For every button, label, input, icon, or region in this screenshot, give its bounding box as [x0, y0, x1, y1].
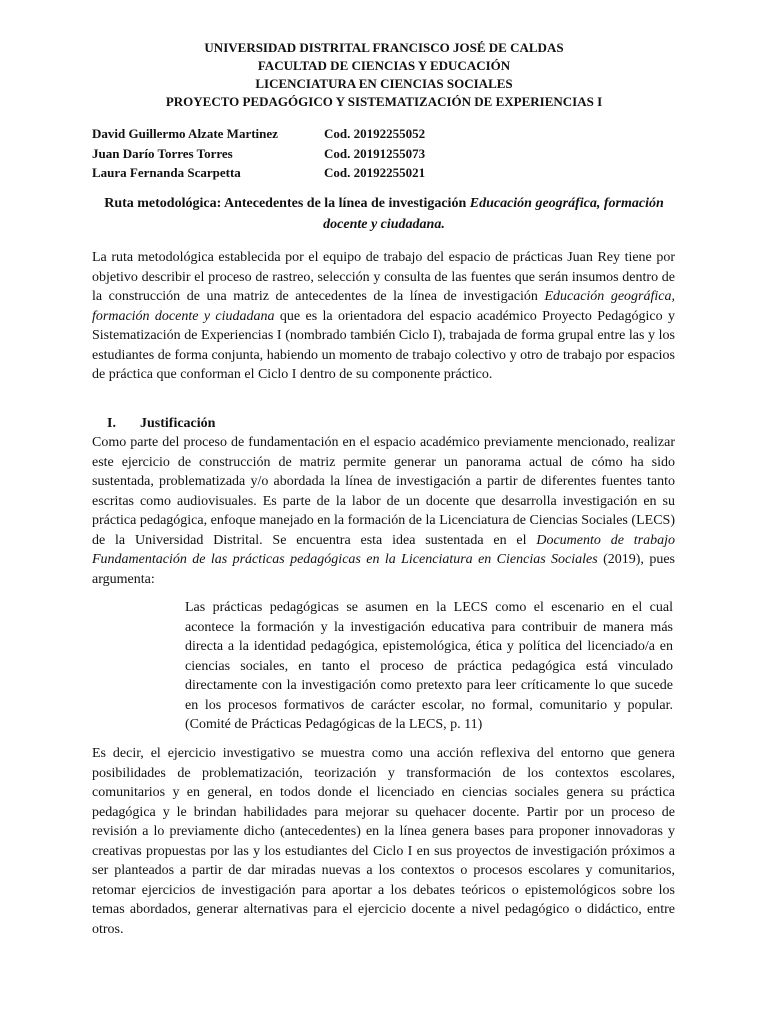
intro-paragraph [92, 248, 675, 385]
section-number: I. [107, 416, 116, 431]
author-row [92, 163, 425, 183]
program-name: LICENCIATURA EN CIENCIAS SOCIALES [255, 76, 513, 91]
university-name: UNIVERSIDAD DISTRITAL FRANCISCO JOSÉ DE CALDAS [204, 40, 564, 55]
block-quote: Las prácticas pedagógicas se asumen en la LECS como el escenario en el cual acontece la formación y la investigación educativa para contribuir de manera más directa a la identidad pedagógica, epistemológica, ética y política del licenciado/a en ciencias sociales, en tanto el proceso de práctica pedagógica está vinculado directamente con la investigación como pretexto para leer críticamente lo que sucede en los procesos formativos de carácter escolar, no formal, comunitario y popular. (Comité de Prácticas Pedagógicas de la LECS, p. 11) [185, 600, 673, 732]
document-header [0, 39, 768, 111]
justification-text-1: Como parte del proceso de fundamentación en el espacio académico previamente mencionado, realizar este ejercicio de construcción de matriz permite generar un panorama actual de cómo ha sido sustentada, problematizada y/o abordada la línea de investigación a partir de diferentes fuentes tanto escritas como audiovisuales. Es parte de la labor de un docente que desarrolla investigación en su práctica pedagógica, enfoque manejado en la formación de la Licenciatura de Ciencias Sociales (LECS) de la Universidad Distrital. Se encuentra esta idea sustentada en el [92, 435, 675, 548]
justification-text-2: (2019), pues argumenta: [92, 552, 675, 587]
title-italic-text: Educación geográfica, formación docente y ciudadana. [323, 196, 664, 232]
faculty-name: FACULTAD DE CIENCIAS Y EDUCACIÓN [257, 58, 511, 73]
intro-text-2: que es la orientadora del espacio académico Proyecto Pedagógico y Sistematización de Experiencias I (nombrado también Ciclo I), trabajada de forma grupal entre las y los estudiantes de forma conjunta, habiendo un momento de trabajo colectivo y otro de trabajo por espacios de práctica que conforman el Ciclo I dentro de su componente práctico. [92, 308, 675, 382]
justification-paragraph [92, 433, 675, 589]
author-name: Laura Fernanda Scarpetta [92, 165, 241, 180]
document-title [92, 193, 676, 235]
intro-italic-text: Educación geográfica, formación docente y ciudadana [92, 289, 676, 324]
closing-paragraph: Es decir, el ejercicio investigativo se muestra como una acción reflexiva del entorno que genera posibilidades de problematización, teorización y transformación de los contextos escolares, comunitarios y en general, en todos donde el licenciado en ciencias sociales genera su práctica pedagógica y le brindan habilidades para mejorar su quehacer docente. Partir por un proceso de revisión a lo previamente dicho (antecedentes) en la línea genera bases para proponer innovadoras y creativas propuestas por las y los estudiantes del Ciclo I en sus proyectos de investigación próximos a ser planteados a partir de dar miradas nuevas a los contextos o procesos escolares y comunitarios, retomar ejercicios de investigación para aportar a los debates teóricos o epistemológicos sobre los temas abordados, generar alternativas para el ejercicio docente a nivel pedagógico o didáctico, entre otros. [92, 746, 675, 937]
intro-text-1: La ruta metodológica establecida por el equipo de trabajo del espacio de prácticas Juan Rey tiene por objetivo describir el proceso de rastreo, selección y consulta de las fuentes que serán insumos dentro de la construcción de una matriz de antecedentes de la línea de investigación [92, 250, 675, 304]
author-code: Cod. 20191255073 [324, 145, 426, 161]
section-heading [107, 414, 215, 434]
author-list [92, 124, 425, 183]
title-text: Ruta metodológica: Antecedentes de la línea de investigación [104, 196, 470, 211]
author-row [92, 124, 425, 144]
author-name: Juan Darío Torres Torres [92, 145, 233, 161]
author-code: Cod. 20192255021 [324, 165, 426, 180]
section-title: Justificación [140, 416, 216, 431]
author-code: Cod. 20192255052 [324, 126, 426, 141]
author-name: David Guillermo Alzate Martinez [92, 126, 278, 141]
author-row [92, 144, 425, 164]
course-name: PROYECTO PEDAGÓGICO Y SISTEMATIZACIÓN DE EXPERIENCIAS I [165, 94, 603, 109]
justification-italic-text: Documento de trabajo Fundamentación de las prácticas pedagógicas en la Licenciatura en Ciencias Sociales [92, 532, 675, 567]
